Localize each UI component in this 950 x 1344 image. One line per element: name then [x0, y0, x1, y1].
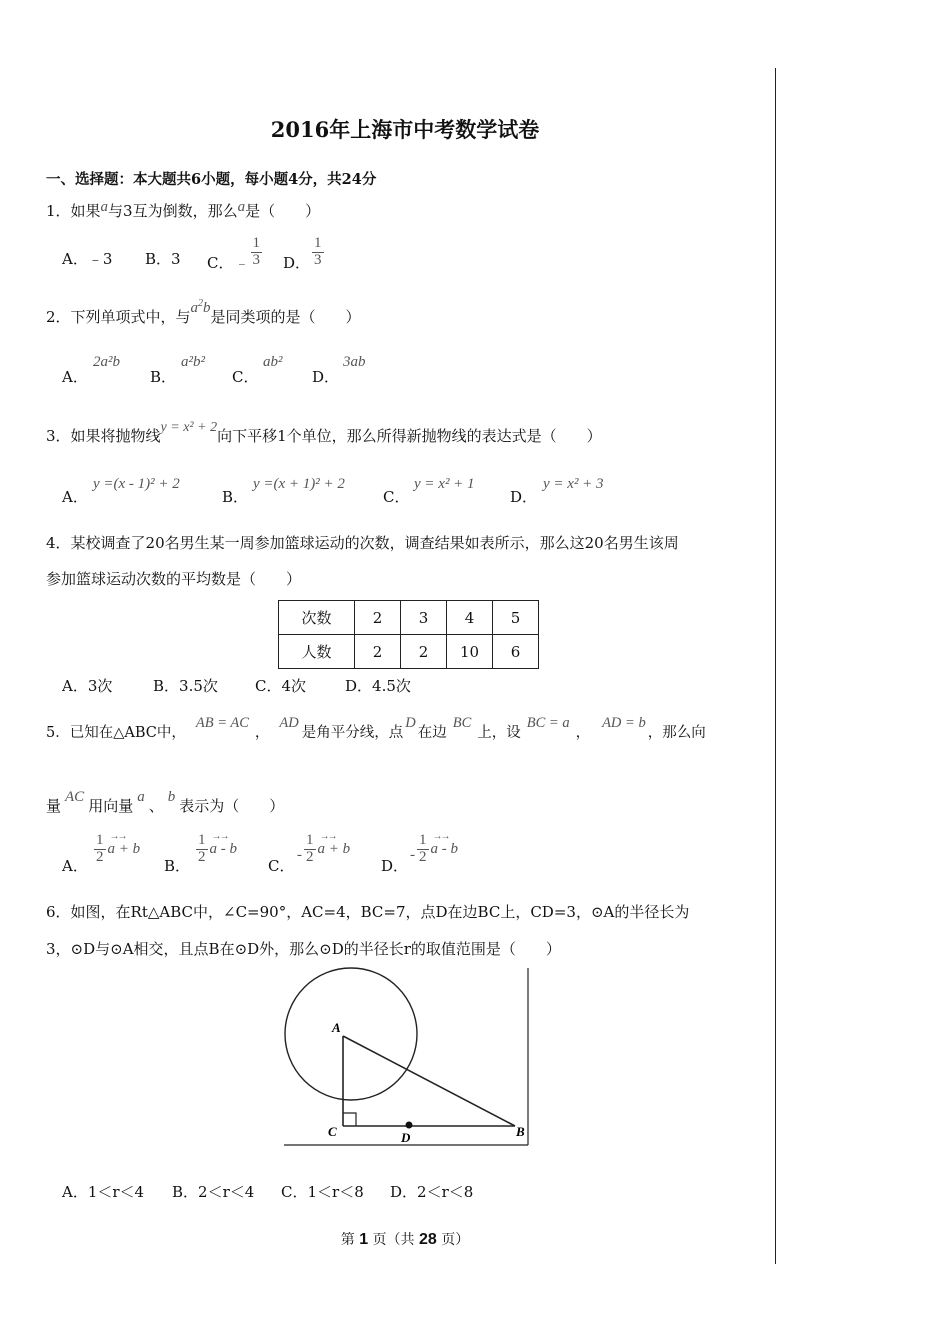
q4-option-c[interactable]: C．4次 — [255, 677, 307, 695]
label-c: C — [328, 1124, 337, 1139]
question-1: 1．如果a与3互为倒数，那么a是（ ） — [46, 199, 321, 220]
page-footer: 第 1 页（共 28 页） — [340, 1231, 470, 1248]
q3-expr-a: y =(x - 1)² + 2 — [93, 476, 180, 492]
q6-option-d[interactable]: D．2＜r＜8 — [390, 1183, 474, 1201]
table-cell: 2 — [355, 601, 401, 635]
table-cell: 6 — [493, 635, 539, 669]
q2-option-b[interactable]: B． — [150, 368, 177, 386]
fraction-one-third: $\frac{1}{3}$ — [314, 235, 322, 268]
q2-option-a[interactable]: A． — [62, 368, 88, 386]
table-cell: 2 — [401, 635, 447, 669]
q5-option-d[interactable]: D． — [381, 857, 409, 875]
data-table — [278, 600, 539, 669]
q6-option-c[interactable]: C．1＜r＜8 — [281, 1183, 364, 1201]
q2-expr-b: a²b² — [181, 354, 205, 370]
q1-option-d[interactable]: D． $\frac{1}{3}$ — [283, 235, 322, 273]
table-cell: 5 — [493, 601, 539, 635]
segment-ab — [343, 1036, 515, 1126]
page-right-border — [775, 68, 776, 1264]
q2-option-d[interactable]: D． — [312, 368, 340, 386]
question-6-line-2: 3，⊙D与⊙A相交，且点B在⊙D外，那么⊙D的半径长r的取值范围是（ ） — [46, 940, 561, 958]
q3-option-d[interactable]: D． — [510, 488, 538, 506]
question-5-line-2: 量 AC 用向量 a 、 b 表示为（ ） — [46, 789, 285, 815]
q3-expr-c: y = x² + 1 — [414, 476, 475, 492]
q5-expr-c: - $\frac{1}{2}$ →→ a + b — [297, 831, 351, 865]
q2-expr-d: 3ab — [343, 354, 366, 370]
geometry-figure — [270, 962, 540, 1152]
point-d — [406, 1122, 413, 1129]
question-6-line-1: 6．如图，在Rt△ABC中，∠C=90°，AC=4，BC=7，点D在边BC上，CD=3，⊙A的半径长为 — [46, 903, 690, 921]
page-title: 2016年上海市中考数学试卷 — [270, 117, 540, 142]
label-a: A — [332, 1020, 341, 1035]
label-b: B — [516, 1124, 525, 1139]
question-5-line-1: 5．已知在△ABC中，AB = AC，AD是角平分线，点D在边BC上，设BC = a，AD = b，那么向 — [46, 715, 706, 741]
total-pages: 28 — [419, 1231, 437, 1248]
table-header-cell: 人数 — [279, 635, 355, 669]
circle-a — [285, 968, 417, 1100]
q3-option-b[interactable]: B． — [222, 488, 249, 506]
q4-option-a[interactable]: A．3次 — [62, 677, 113, 695]
q3-expr-d: y = x² + 3 — [543, 476, 604, 492]
q5-expr-d: - $\frac{1}{2}$ →→ a - b — [410, 831, 458, 865]
q1-option-a[interactable]: A．﹣3 — [62, 250, 113, 268]
page-number: 1 — [359, 1231, 369, 1248]
label-d: D — [401, 1130, 411, 1145]
right-angle-mark — [343, 1113, 356, 1126]
q5-option-b[interactable]: B． — [164, 857, 191, 875]
q1-option-c[interactable]: C．﹣ $\frac{1}{3}$ — [207, 235, 260, 273]
q5-option-a[interactable]: A． — [62, 857, 88, 875]
table-cell: 10 — [447, 635, 493, 669]
table-cell: 4 — [447, 601, 493, 635]
table-header-cell: 次数 — [279, 601, 355, 635]
table-cell: 3 — [401, 601, 447, 635]
q2-option-c[interactable]: C． — [232, 368, 259, 386]
q1-option-b[interactable]: B．3 — [145, 250, 181, 268]
q5-expr-a: $\frac{1}{2}$ →→ a + b — [96, 831, 141, 865]
table-row — [279, 601, 539, 635]
question-3: 3．如果将抛物线y = x² + 2向下平移1个单位，那么所得新抛物线的表达式是（ ） — [46, 420, 602, 445]
q3-option-c[interactable]: C． — [383, 488, 410, 506]
q4-option-b[interactable]: B．3.5次 — [153, 677, 218, 695]
q6-option-b[interactable]: B．2＜r＜4 — [172, 1183, 255, 1201]
table-row — [279, 635, 539, 669]
question-4-line-2: 参加篮球运动次数的平均数是（ ） — [46, 570, 302, 588]
q3-option-a[interactable]: A． — [62, 488, 88, 506]
fraction-one-third: $\frac{1}{3}$ — [252, 235, 260, 268]
question-2: 2．下列单项式中，与$a^2b$是同类项的是（ ） — [46, 298, 361, 326]
question-4-line-1: 4．某校调查了20名男生某一周参加篮球运动的次数，调查结果如表所示，那么这20名男生该周 — [46, 534, 679, 552]
q3-expr-b: y =(x + 1)² + 2 — [253, 476, 345, 492]
q2-expr-a: 2a²b — [93, 354, 120, 370]
q5-option-c[interactable]: C． — [268, 857, 295, 875]
q2-expr-c: ab² — [263, 354, 283, 370]
table-cell: 2 — [355, 635, 401, 669]
section-heading: 一、选择题：本大题共6小题，每小题4分，共24分 — [46, 171, 377, 188]
q5-expr-b: $\frac{1}{2}$ →→ a - b — [198, 831, 237, 865]
q6-option-a[interactable]: A．1＜r＜4 — [62, 1183, 145, 1201]
q4-option-d[interactable]: D．4.5次 — [345, 677, 411, 695]
